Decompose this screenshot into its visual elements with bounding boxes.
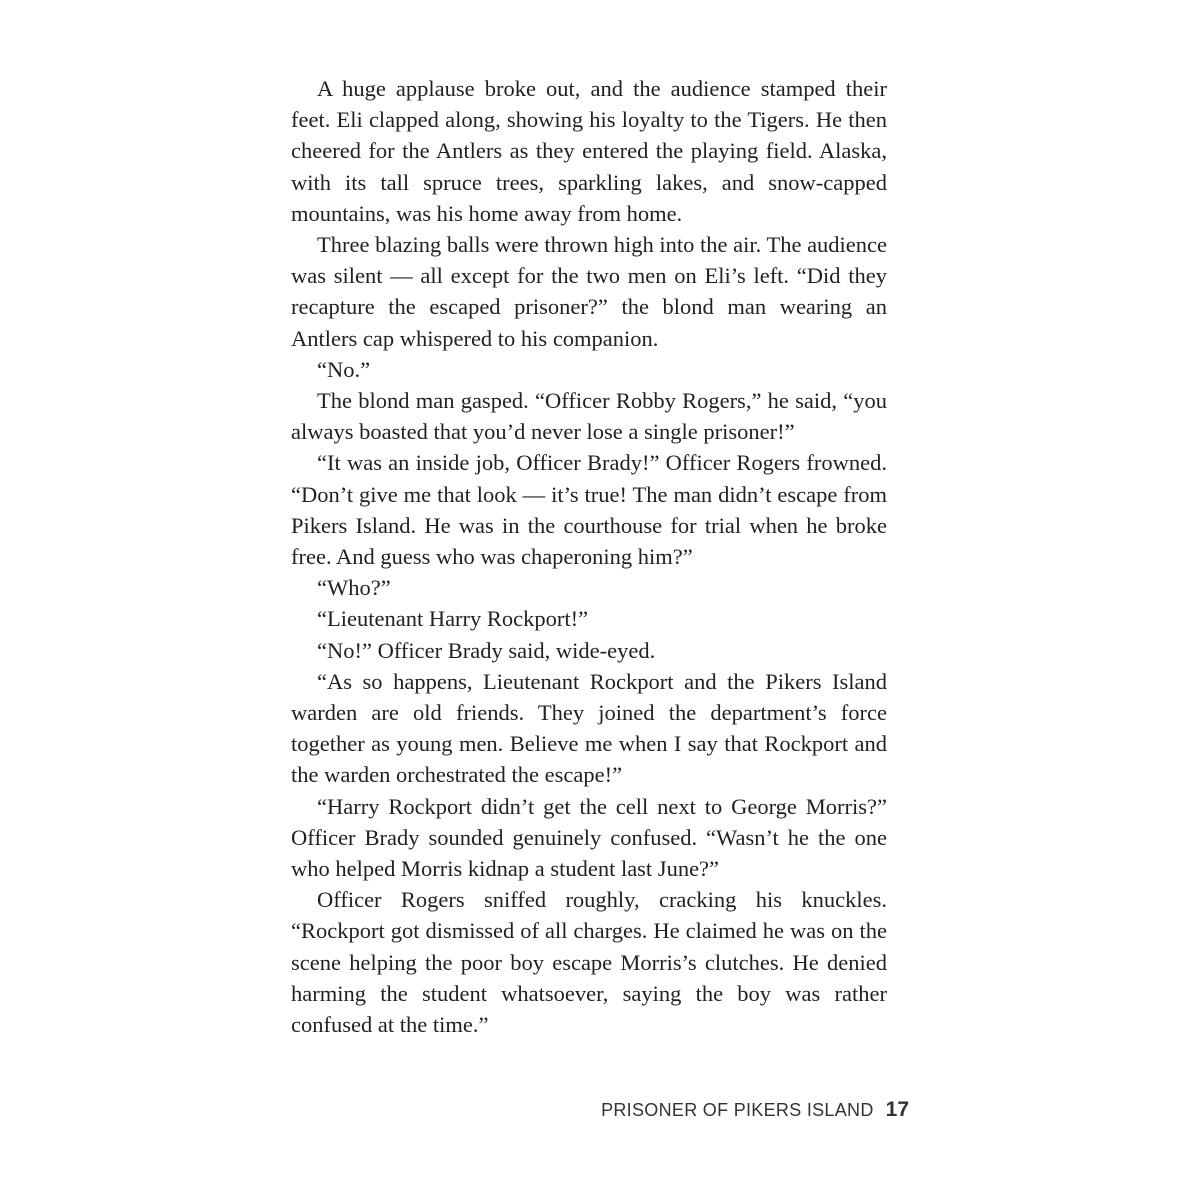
paragraph: “No!” Officer Brady said, wide-eyed. xyxy=(317,637,656,663)
paragraph: Officer Rogers sniffed roughly, cracking his knuckles. “Rockport got dismissed of all charges. He claimed he was on the scene helping the poor boy escape Morris’s clutches. He denied harming the student whatsoever, saying the boy was rather confused at the time.” xyxy=(291,887,887,1038)
paragraph: A huge applause broke out, and the audience stamped their feet. Eli clapped along, showing his loyalty to the Tigers. He then cheered for the Antlers as they entered the playing field. Alaska, with its tall spruce trees, sparkling lakes, and snow-capped mountains, was his home away from home. xyxy=(291,76,887,226)
paragraph: “Lieutenant Harry Rockport!” xyxy=(317,606,589,632)
paragraph: Three blazing balls were thrown high into the air. The audience was silent — all except for the two men on Eli’s left. “Did they recapture the escaped prisoner?” the blond man wearing an Antlers cap whispered to his companion. xyxy=(291,232,888,351)
paragraph: The blond man gasped. “Officer Robby Rogers,” he said, “you always boasted that you’d never lose a single prisoner!” xyxy=(291,388,887,445)
paragraph: “Who?” xyxy=(317,575,391,601)
page-footer xyxy=(601,1098,909,1122)
paragraph: “Harry Rockport didn’t get the cell next to George Morris?” Officer Brady sounded genuinely confused. “Wasn’t he the one who helped Morris kidnap a student last June?” xyxy=(291,793,887,882)
paragraph: “It was an inside job, Officer Brady!” Officer Rogers frowned. “Don’t give me that look — it’s true! The man didn’t escape from Pikers Island. He was in the courthouse for trial when he broke free. And guess who was chaperoning him?” xyxy=(291,450,887,570)
paragraph: “As so happens, Lieutenant Rockport and the Pikers Island warden are old friends. They joined the department’s force together as young men. Believe me when I say that Rockport and the warden orchestrated the escape!” xyxy=(291,668,887,788)
paragraph: “No.” xyxy=(317,356,371,382)
body-text xyxy=(291,73,887,1040)
page-number: 17 xyxy=(885,1098,909,1121)
running-title: PRISONER OF PIKERS ISLAND xyxy=(601,1100,874,1120)
